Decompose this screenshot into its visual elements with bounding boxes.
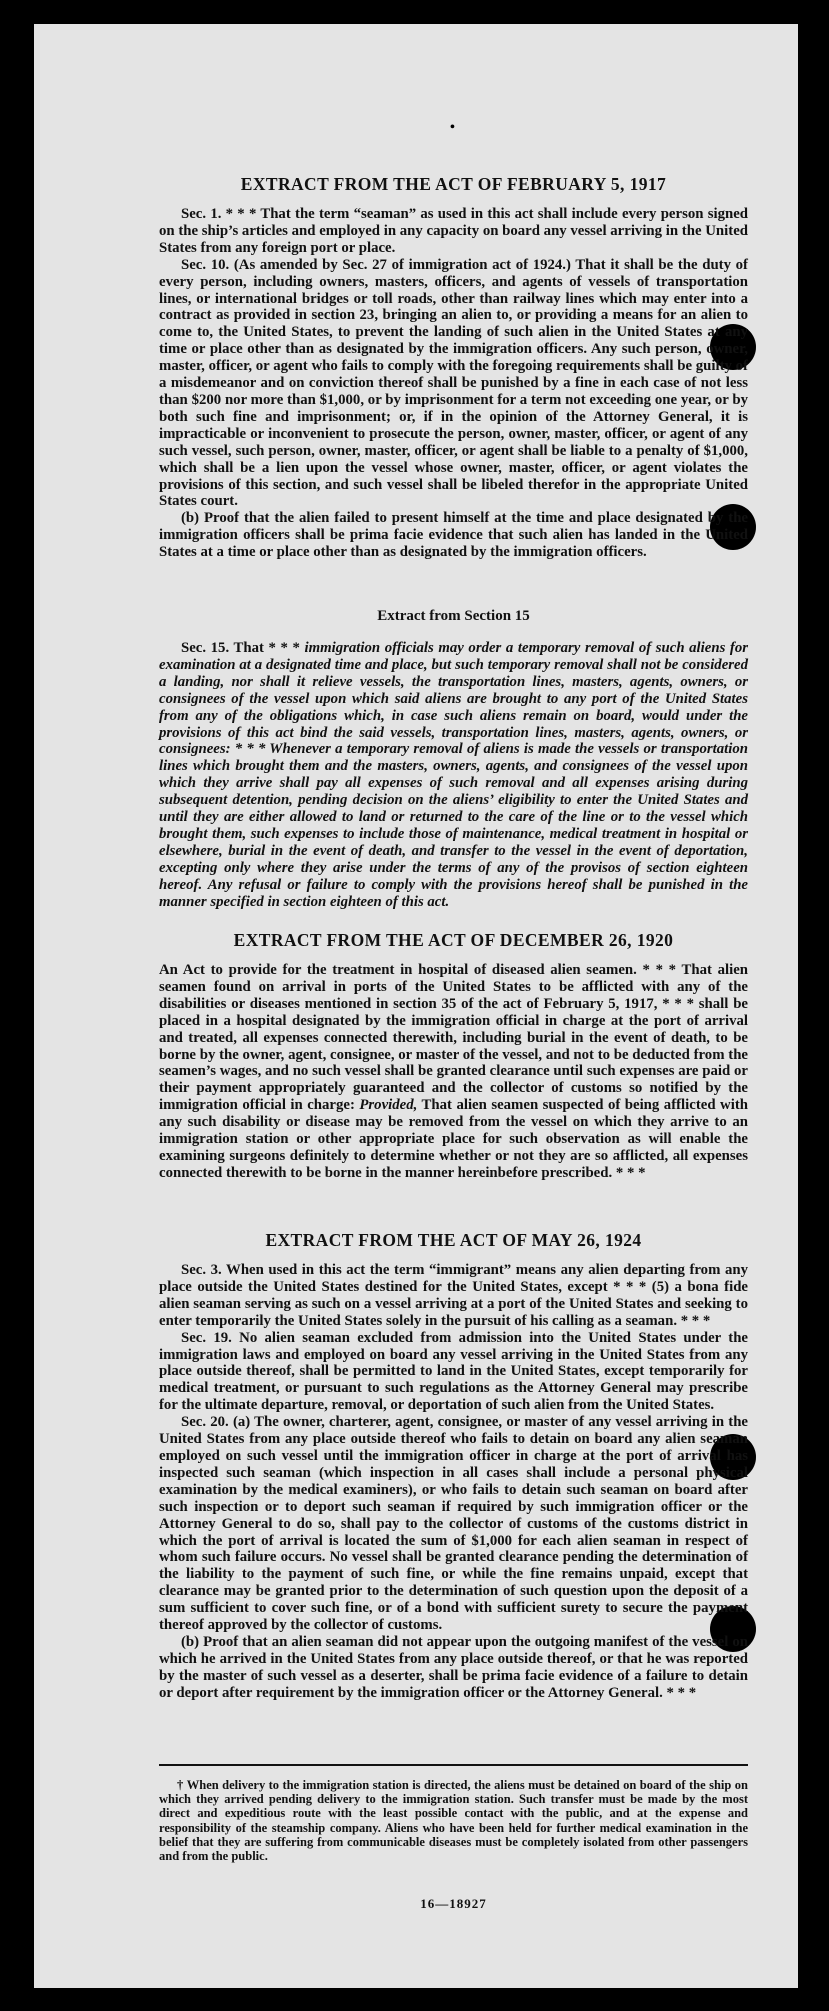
sec-15-lead: Sec. 15. That * * * <box>181 640 305 656</box>
sec-15-italic-text: immigration officials may order a temporary removal of such aliens for examination at a designated time and place, but such temporary removal shall not be considered a landing, nor shall it relieve vessels, the transportation lines, masters, agents, owners, or consignees of the vessel upon which said aliens are brought to any port of the United States from any of the obligations which, in case such aliens remain on board, would under the provisions of this act bind the said vessels, transportation lines, masters, agents, owners, or consignees: * * * Whenever a temporary removal of aliens is made the vessels or transportation lines which brought them and the masters, owners, agents, and consignees of the vessel upon which they arrive shall pay all expenses of such removal and all expenses arising during subsequent detention, pending decision on the aliens’ eligibility to enter the United States and until they are either allowed to land or returned to the care of the line or to the vessel which brought them, such expenses to include those of maintenance, medical treatment in hospital or elsewhere, burial in the event of death, and transfer to the vessel in the event of deportation, excepting only where they arise under the terms of any of the provisos of section eighteen hereof. Any refusal or failure to comply with the provisions hereof shall be punished in the manner specified in section eighteen of this act. <box>159 640 749 910</box>
paragraph-sec-15 <box>159 640 748 911</box>
paragraph-sec-10b: (b) Proof that the alien failed to present himself at the time and place designated by the immigration officers shall be prima facie evidence that such alien has landed in the United States at a time or place other than as designated by the immigration officers. <box>159 510 748 561</box>
paragraph-sec-10: Sec. 10. (As amended by Sec. 27 of immigration act of 1924.) That it shall be the duty of every person, including owners, masters, officers, and agents of vessels of transportation lines, or international bridges or toll roads, other than railway lines which may enter into a contract as provided in section 23, bringing an alien to, or providing a means for an alien to come to, the United States, to prevent the landing of such alien in the United States at any time or place other than as designated by the immigration officers. Any such person, owner, master, officer, or agent who fails to comply with the foregoing requirements shall be guilty of a misdemeanor and on conviction thereof shall be punished by a fine in each case of not less than $200 nor more than $1,000, or by imprisonment for a term not exceeding one year, or by both such fine and imprisonment; or, if in the opinion of the Attorney General, it is impracticable or inconvenient to prosecute the person, owner, master, officer, or agent of any such vessel, such person, owner, master, officer, or agent shall be liable to a penalty of $1,000, which shall be a lien upon the vessel whose owner, master, officer, or agent violates the provisions of this section, and such vessel shall be libeled therefor in the appropriate United States court. <box>159 256 748 510</box>
paragraph-sec-1: Sec. 1. * * * That the term “seaman” as used in this act shall include every person signed on the ship’s articles and employed in any capacity on board any vessel arriving in the United States from any foreign port or place. <box>159 206 748 256</box>
paragraph-sec-19: Sec. 19. No alien seaman excluded from admission into the United States under the immigration laws and employed on board any vessel arriving in the United States from any place outside thereof, shall be permitted to land in the United States, except temporarily for medical treatment, or pursuant to such regulations as the Attorney General may prescribe for the ultimate departure, removal, or deportation of such alien from the United States. <box>159 1329 748 1414</box>
paragraph-sec-20a: Sec. 20. (a) The owner, charterer, agent, consignee, or master of any vessel arriving in the United States from any place outside thereof who fails to detain on board any alien seaman employed on such vessel until the immigration officer in charge at the port of arrival has inspected such seaman (which inspection in all cases shall include a personal physical examination by the medical examiners), or who fails to detain such seaman on board after such inspection or to deport such seaman if required by such immigration officer or the Attorney General to do so, shall pay to the collector of customs of the customs district in which the port of arrival is located the sum of $1,000 for each alien seaman in respect of whom such failure occurs. No vessel shall be granted clearance pending the determination of the liability to the payment of such fine, or while the fine remains unpaid, except that clearance may be granted prior to the determination of such question upon the deposit of a sum sufficient to cover such fine, or of a bond with sufficient surety to secure the payment thereof approved by the collector of customs. <box>159 1414 748 1634</box>
footnote-divider <box>159 1764 748 1766</box>
footnote: † When delivery to the immigration station is directed, the aliens must be detained on board of the ship on which they arrived pending delivery to the immigration station. Such transfer must be made by the most direct and expeditious route with the least possible contact with the public, and at the expense and responsibility of the steamship company. Aliens who have been held for further medical examination in the belief that they are suffering from communicable diseases must be completely isolated from other passengers and from the public. <box>159 1778 748 1864</box>
proviso-word: Provided, <box>359 1097 418 1114</box>
heading-section-15: Extract from Section 15 <box>377 608 530 624</box>
paragraph-sec-3: Sec. 3. When used in this act the term “immigrant” means any alien departing from any place outside the United States destined for the United States, except * * * (5) a bona fide alien seaman serving as such on a vessel arriving at a port of the United States and seeking to enter temporarily the United States solely in the pursuit of his calling as a seaman. * * * <box>159 1262 748 1329</box>
document-page <box>34 24 798 1988</box>
heading-act-1924: EXTRACT FROM THE ACT OF MAY 26, 1924 <box>265 1230 642 1250</box>
page-number: 16—18927 <box>420 1896 487 1911</box>
paragraph-1920: An Act to provide for the treatment in hospital of diseased alien seamen. * * * That alien seamen found on arrival in ports of the United States to be afflicted with any of the disabilities or diseases mentioned in section 35 of the act of February 5, 1917, * * * shall be placed in a hospital designated by the immigration official in charge at the port of arrival and treated, all expenses connected therewith, including burial in the event of death, to be borne by the owner, agent, consignee, or master of the vessel, and not to be deducted from the seamen’s wages, and no such vessel shall be granted clearance until such expenses are paid or their payment appropriately guaranteed and the collector of customs so notified by the immigration official in charge: Provided, That alien seamen suspected of being afflicted with any such disability or disease may be removed from the vessel on which they arrive to an immigration station or other appropriate place for such observation as will enable the examining surgeons definitely to determine whether or not they are so afflicted, all expenses connected therewith to be borne in the manner hereinbefore prescribed. * * * <box>159 962 748 1181</box>
heading-act-1920: EXTRACT FROM THE ACT OF DECEMBER 26, 1920 <box>233 930 674 950</box>
section-1920 <box>159 962 748 1182</box>
heading-act-1917: EXTRACT FROM THE ACT OF FEBRUARY 5, 1917 <box>240 174 667 194</box>
section-1917 <box>159 206 748 561</box>
dot-mark: • <box>450 120 455 135</box>
section-15 <box>159 640 748 911</box>
paragraph-sec-20b: (b) Proof that an alien seaman did not appear upon the outgoing manifest of the vessel on which he arrived in the United States from any place outside thereof, or that he was reported by the master of such vessel as a deserter, shall be prima facie evidence of a failure to detain or deport after requirement by the immigration officer or the Attorney General. * * * <box>159 1633 748 1701</box>
section-1924 <box>159 1262 748 1702</box>
